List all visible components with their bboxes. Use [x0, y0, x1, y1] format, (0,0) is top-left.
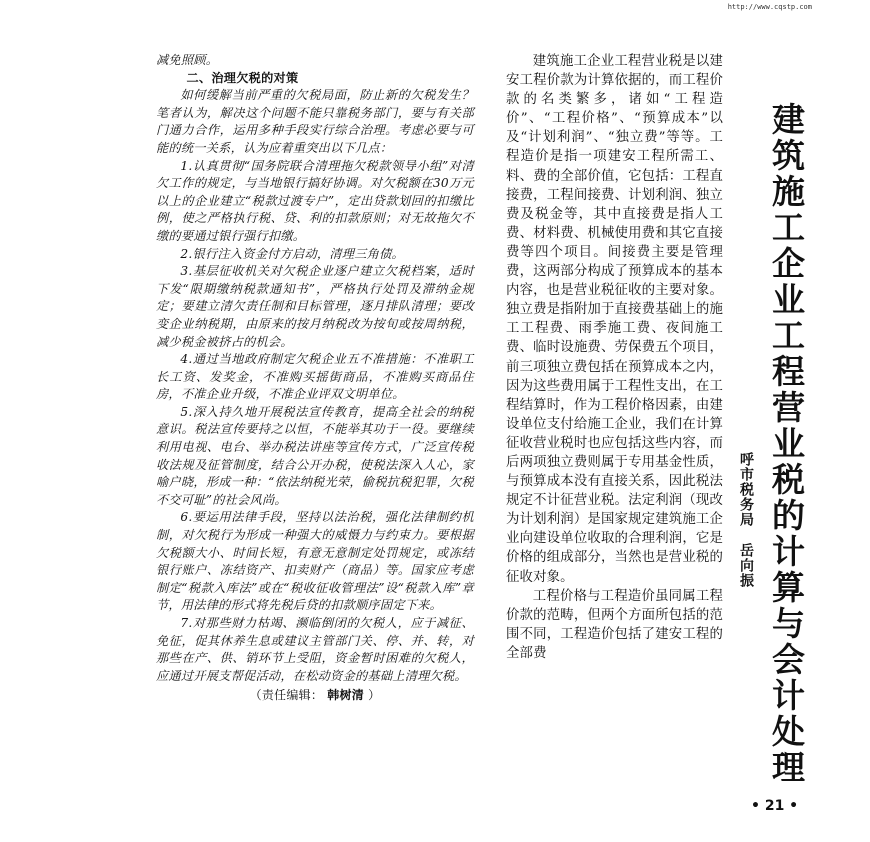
- paragraph: 减免照顾。: [156, 53, 219, 67]
- author-affiliation: 呼市税务局: [738, 452, 754, 527]
- watermark-url: http://www.cqstp.com: [727, 3, 812, 11]
- middle-column: [506, 52, 723, 663]
- paragraph: 3.基层征收机关对欠税企业逐户建立欠税档案，适时下发“限期缴纳税款通知书”，严格执行处罚及滞纳金规定；要建立清欠责任制和目标管理，逐月排队清理；要改变企业纳税期，由原来的按月纳税改为按旬或按周纳税，减少税金被挤占的机会。: [156, 264, 474, 349]
- paragraph: 6.要运用法律手段，坚持以法治税，强化法律制约机制，对欠税行为形成一种强大的威慑力与约束力。要根据欠税额大小、时间长短，有意无意制定处罚规定，或冻结银行账户、冻结资产、扣卖财产（商品）等。国家应考虑制定“税款入库法”或在“税收征收管理法”设“税款入库”章节，用法律的形式将先税后贷的扣款顺序固定下来。: [156, 510, 474, 613]
- editor-name: 韩树清: [327, 688, 364, 703]
- page-number: • 21 •: [751, 798, 799, 814]
- paragraph: 2.银行注入资金付方启动，清理三角债。: [180, 246, 404, 261]
- section-heading: 二、治理欠税的对策: [186, 70, 299, 85]
- editor-close: ）: [368, 688, 381, 703]
- author-byline: [733, 452, 755, 588]
- paragraph: 如何缓解当前严重的欠税局面，防止新的欠税发生？笔者认为，解决这个问题不能只靠税务部门，要与有关部门通力合作，运用多种手段实行综合治理。考虑必要与可能的统一关系，认为应着重突出以下几点：: [156, 88, 474, 155]
- paragraph: 5.深入持久地开展税法宣传教育，提高全社会的纳税意识。税法宣传要持之以恒，不能举其功于一役。要继续利用电视、电台、举办税法讲座等宣传方式，广泛宣传税收法规及征管制度，结合公开办税，使税法深入人心，家喻户晓，形成一种：“依法纳税光荣，偷税抗税犯罪，欠税不交可耻”的社会风尚。: [156, 404, 474, 507]
- article-title: 建筑施工企业工程营业税的计算与会计处理: [767, 102, 806, 786]
- paragraph: 7.对那些财力枯竭、濒临倒闭的欠税人，应于减征、免征，促其休养生息或建议主管部门关、停、并、转，对那些在产、供、销环节上受阻，资金暂时困难的欠税人，应通过开展支帮促活动，在松动资金的基础上清理欠税。: [156, 616, 474, 683]
- paragraph: 工程价格与工程造价虽同属工程价款的范畴，但两个方面所包括的范围不同，工程造价包括了建安工程的全部费: [506, 588, 723, 661]
- paragraph: 建筑施工企业工程营业税是以建安工程价款为计算依据的，而工程价款的名类繁多，诸如“工程造价”、“工程价格”、“预算成本”以及“计划利润”、“独立费”等等。工程造价是指一项建安工程所需工、料、费的全部价值，它包括：工程直接费，工程间接费、计划利润、独立费及税金等，其中直接费是指人工费、材料费、机械使用费和其它直接费等四个项目。间接费主要是管理费，这两部分构成了预算成本的基本内容，也是营业税征收的主要对象。独立费是指附加于直接费基础上的施工工程费、雨季施工费、夜间施工费、临时设施费、劳保费五个项目，前三项独立费包括在预算成本之内，因为这些费用属于工程性支出，在工程结算时，作为工程价格因素，由建设单位支付给施工企业，我们在计算征收营业税时也应包括这些内容，而后两项独立费则属于专用基金性质，与预算成本没有直接关系，因此税法规定不计征营业税。法定利润（现改为计划利润）是国家规定建筑施工企业向建设单位收取的合理利润，它是价格的组成部分，当然也是营业税的征收对象。: [506, 54, 723, 585]
- editor-label: （责任编辑：: [249, 688, 324, 703]
- author-name: 岳向振: [738, 542, 754, 588]
- paragraph: 1.认真贯彻“国务院联合清理拖欠税款领导小组”对清欠工作的规定，与当地银行搞好协调。对欠税额在30万元以上的企业建立“税款过渡专户”，定出贷款划回的扣缴比例，使之严格执行税、贷、利的扣款原则；对无故拖欠不缴的要通过银行强行扣缴。: [156, 158, 474, 243]
- editor-credit: [156, 687, 474, 705]
- left-column: [156, 52, 474, 705]
- paragraph: 4.通过当地政府制定欠税企业五不准措施：不准职工长工资、发奖金，不准购买摇街商品，不准购买商品住房，不准企业升级，不准企业评双文明单位。: [156, 352, 474, 402]
